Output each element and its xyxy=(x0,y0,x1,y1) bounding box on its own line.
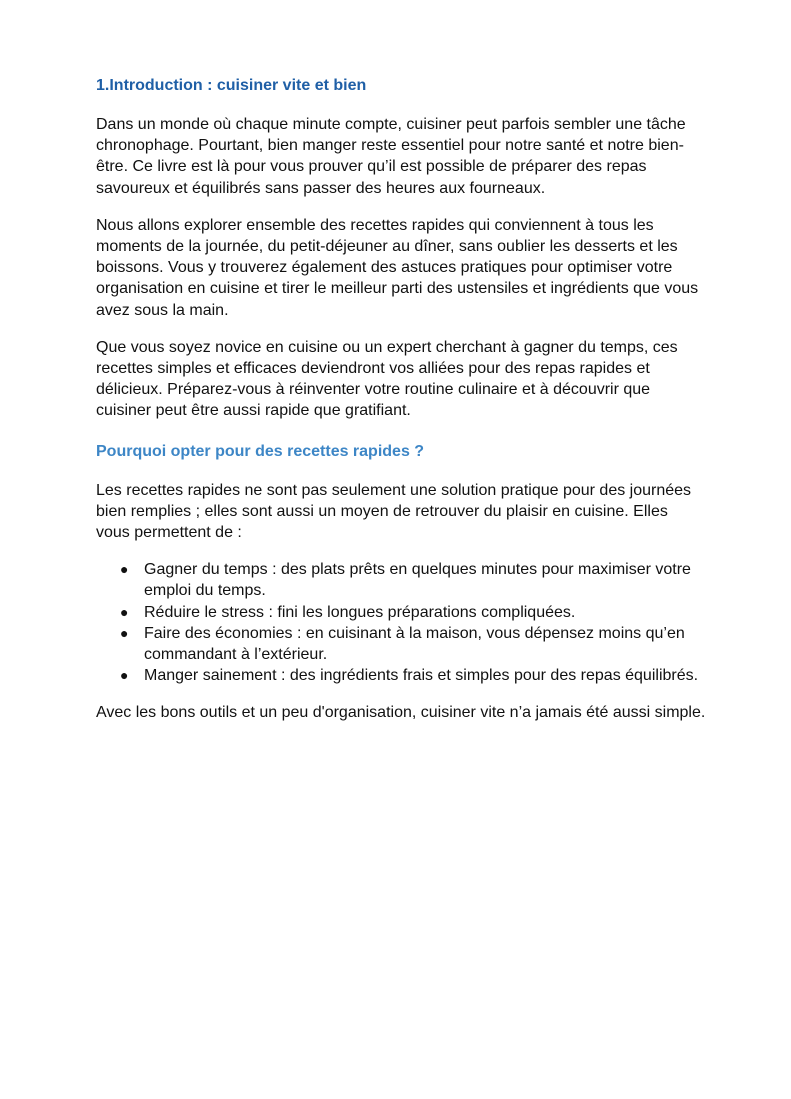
bullet-icon: ● xyxy=(120,667,129,684)
benefits-list xyxy=(96,559,706,686)
bullet-icon: ● xyxy=(120,561,129,578)
section-heading: 1.Introduction : cuisiner vite et bien xyxy=(96,77,367,94)
list-item-text: Gagner du temps : des plats prêts en quelques minutes pour maximiser votre emploi du temps. xyxy=(144,561,691,600)
intro-paragraph-3: Que vous soyez novice en cuisine ou un expert cherchant à gagner du temps, ces recettes simples et efficaces deviendront vos alliées pour des repas rapides et délicieux. Préparez-vous à réinventer votre routine culinaire et à découvrir que cuisiner peut être aussi rapide que gratifiant. xyxy=(96,338,678,420)
document-page xyxy=(96,74,706,724)
list-item-text: Faire des économies : en cuisinant à la maison, vous dépensez moins qu’en commandant à l’extérieur. xyxy=(144,624,685,664)
list-item xyxy=(96,665,706,686)
list-item-text: Réduire le stress : fini les longues préparations compliquées. xyxy=(144,603,576,621)
subsection-heading: Pourquoi opter pour des recettes rapides ? xyxy=(96,442,425,460)
bullet-icon: ● xyxy=(120,624,129,641)
list-item-text: Manger sainement : des ingrédients frais et simples pour des repas équilibrés. xyxy=(144,667,699,685)
subsection-paragraph: Les recettes rapides ne sont pas seulement une solution pratique pour des journées bien remplies ; elles sont aussi un moyen de retrouver du plaisir en cuisine. Elles vous permettent de : xyxy=(96,481,692,542)
intro-paragraph-1: Dans un monde où chaque minute compte, cuisiner peut parfois sembler une tâche chronophage. Pourtant, bien manger reste essentiel pour notre santé et notre bien-être. Ce livre est là pour vous prouver qu’il est possible de préparer des repas savoureux et équilibrés sans passer des heures aux fourneaux. xyxy=(96,116,686,197)
closing-paragraph: Avec les bons outils et un peu d'organisation, cuisiner vite n’a jamais été aussi simple. xyxy=(96,704,706,722)
intro-paragraph-2: Nous allons explorer ensemble des recettes rapides qui conviennent à tous les moments de la journée, du petit-déjeuner au dîner, sans oublier les desserts et les boissons. Vous y trouverez également des astuces pratiques pour optimiser votre organisation en cuisine et tirer le meilleur parti des ustensiles et ingrédients que vous avez sous la main. xyxy=(96,216,699,319)
list-item xyxy=(96,623,706,665)
list-item xyxy=(96,559,706,601)
bullet-icon: ● xyxy=(120,603,129,620)
list-item xyxy=(96,602,706,623)
